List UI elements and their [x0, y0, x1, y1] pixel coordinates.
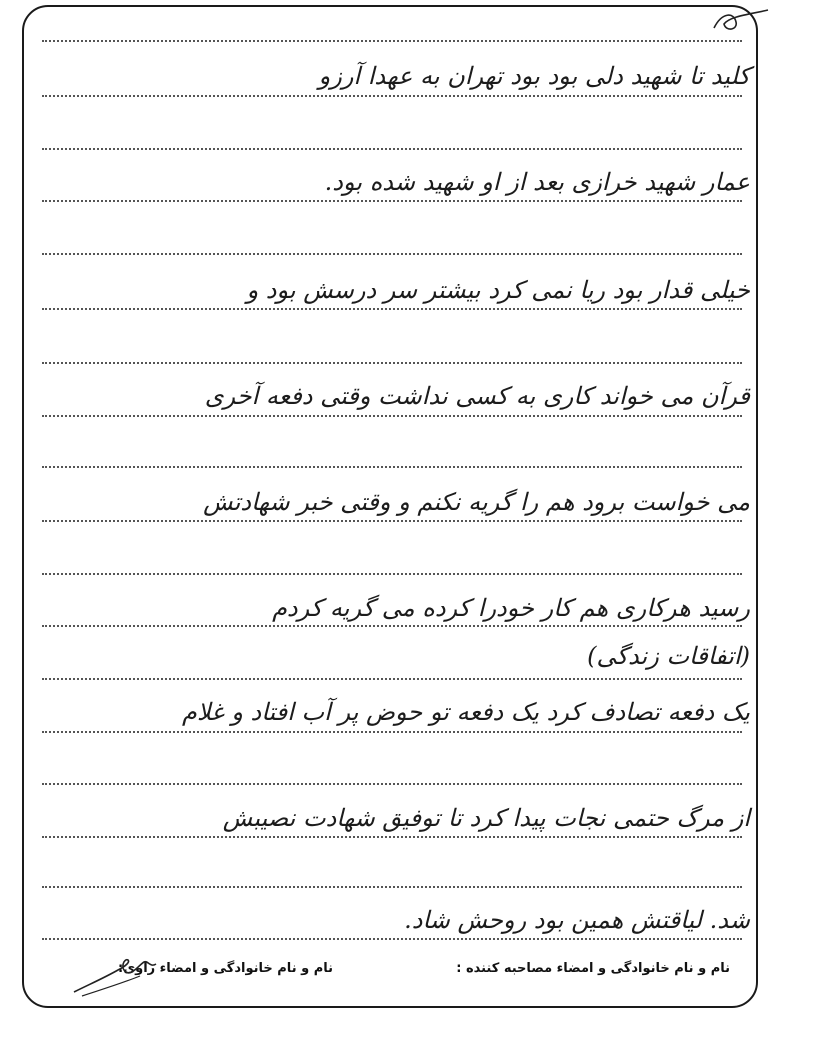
- handwritten-signature: [70, 954, 160, 1000]
- ruled-line: [42, 625, 742, 627]
- handwritten-line: یک دفعه تصادف کرد یک دفعه تو حوض پر آب افتاد و غلام: [181, 698, 750, 726]
- ruled-line: [42, 95, 742, 97]
- handwritten-line: کلید تا شهید دلی بود بود تهران به عهدا آرزو: [318, 62, 750, 90]
- ruled-line: [42, 466, 742, 468]
- ruled-line: [42, 783, 742, 785]
- interviewer-signature-label: نام و نام خانوادگی و امضاء مصاحبه کننده :: [456, 961, 730, 976]
- handwritten-line: می خواست برود هم را گریه نکنم و وقتی خبر شهادتش: [203, 488, 750, 516]
- handwritten-line: رسید هرکاری هم کار خودرا کرده می گریه کردم: [272, 594, 750, 622]
- handwritten-line: عمار شهید خرازی بعد از او شهید شده بود.: [324, 168, 750, 196]
- handwritten-line: قرآن می خواند کاری به کسی نداشت وقتی دفعه آخری: [204, 382, 750, 410]
- ruled-line: [42, 148, 742, 150]
- handwritten-line: از مرگ حتمی نجات پیدا کرد تا توفیق شهادت نصیبش: [222, 804, 750, 832]
- ruled-line: [42, 200, 742, 202]
- ruled-line: [42, 836, 742, 838]
- corner-mark: [712, 8, 770, 38]
- ruled-line: [42, 731, 742, 733]
- ruled-line: [42, 415, 742, 417]
- handwritten-line: (اتفاقات زندگی): [587, 642, 750, 670]
- ruled-line: [42, 938, 742, 940]
- ruled-line: [42, 520, 742, 522]
- ruled-line: [42, 253, 742, 255]
- ruled-line: [42, 40, 742, 42]
- ruled-line: [42, 678, 742, 680]
- ruled-line: [42, 308, 742, 310]
- ruled-line: [42, 886, 742, 888]
- ruled-line: [42, 362, 742, 364]
- narrator-signature-label: نام و نام خانوادگی و امضاء راوی:: [118, 961, 333, 976]
- ruled-line: [42, 573, 742, 575]
- handwritten-line: شد. لیاقتش همین بود روحش شاد.: [404, 906, 750, 934]
- handwritten-line: خیلی قدار بود ریا نمی کرد بیشتر سر درسش بود و: [246, 276, 750, 304]
